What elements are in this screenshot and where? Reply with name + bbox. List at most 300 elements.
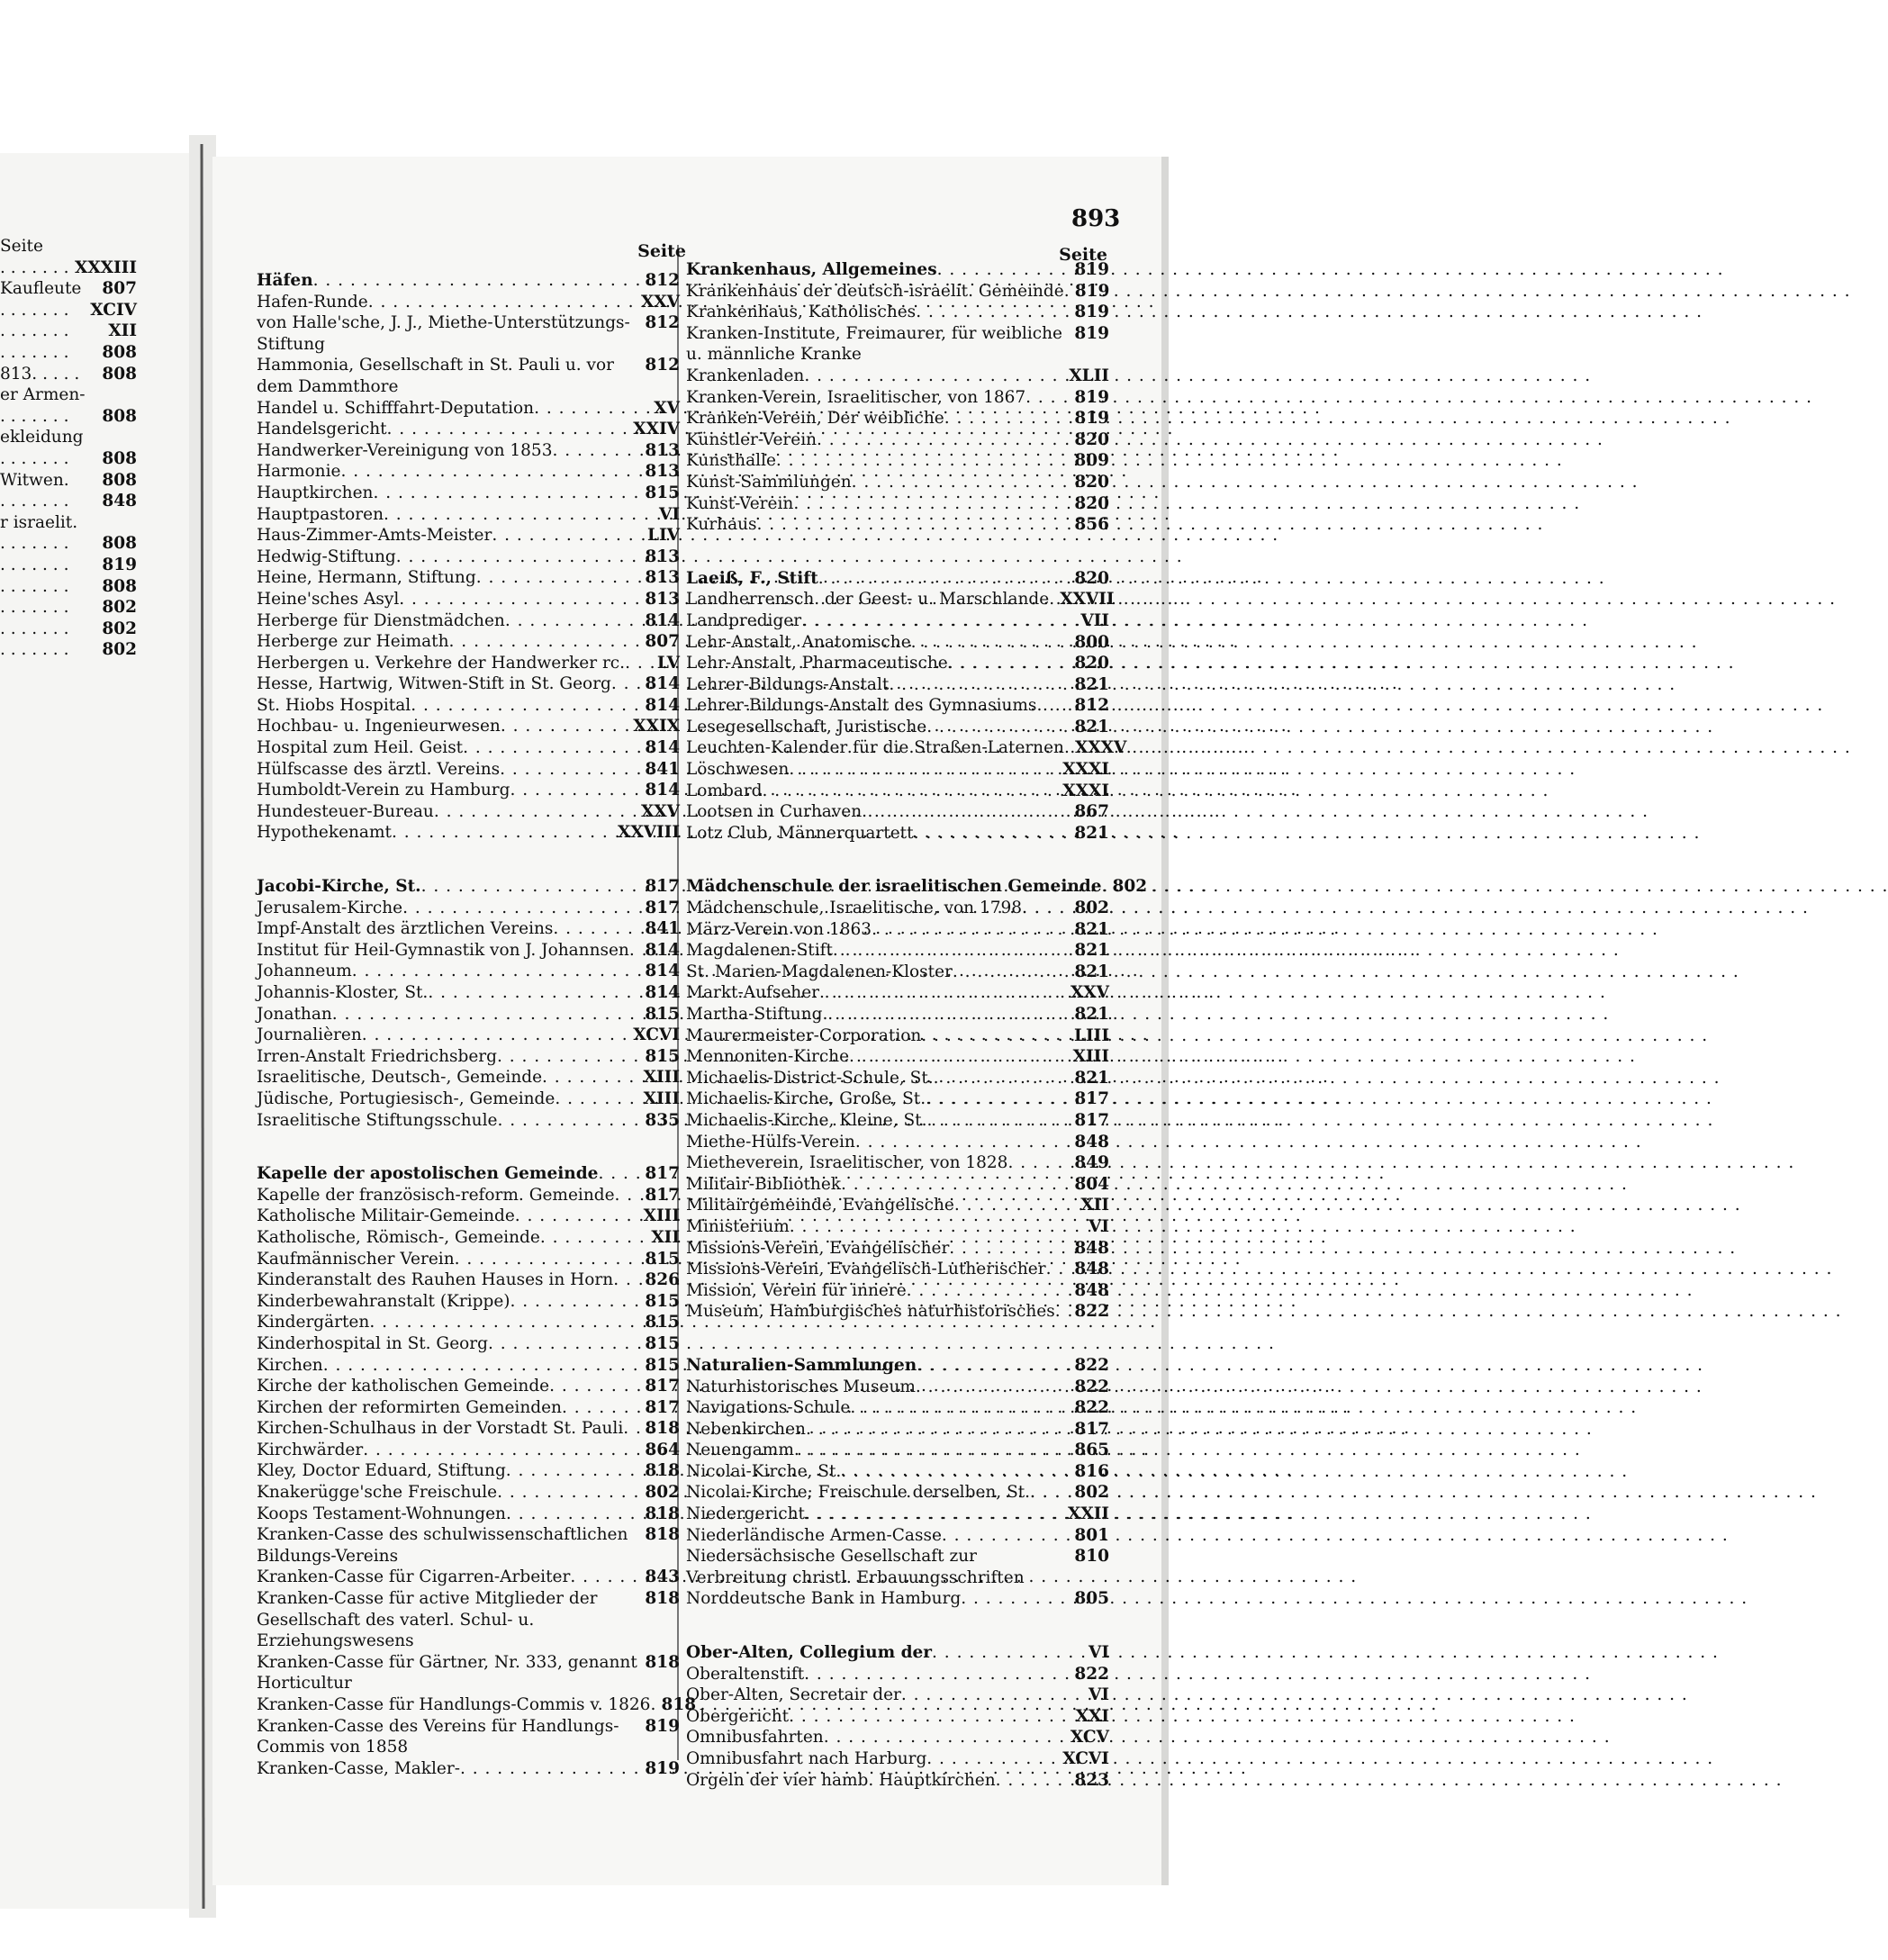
dot-leader [789, 1706, 1072, 1728]
index-entry [686, 514, 1109, 536]
column-1-seite-header: Seite [637, 241, 686, 261]
entry-page-ref: 802 [1112, 877, 1148, 897]
index-entry [257, 1227, 680, 1249]
dot-leader [352, 961, 642, 982]
entry-page-ref: 813 [645, 568, 680, 588]
index-entry [686, 1238, 1109, 1260]
entry-text: Katholische Militair-Gemeinde [257, 1206, 515, 1226]
entry-text: Maurermeister-Corporation [686, 1025, 922, 1045]
entry-text: Niedergericht [686, 1504, 805, 1524]
dot-leader [794, 1440, 1071, 1461]
entry-page-ref: 815 [645, 1313, 680, 1332]
dot-leader [396, 546, 642, 568]
entry-text: Lehr-Anstalt, Anatomische [686, 632, 911, 652]
entry-text: Kindergärten [257, 1313, 370, 1332]
dot-leader [824, 1727, 1067, 1748]
entry-text: Kinderhospital in St. Georg [257, 1333, 488, 1353]
entry-page-ref: 814 [645, 983, 680, 1002]
entry-page-ref: XXV [640, 292, 680, 312]
dot-leader [911, 632, 1071, 654]
index-entry [686, 1355, 1109, 1377]
index-entry [257, 898, 680, 919]
index-entry [686, 1110, 1109, 1132]
entry-text: Omnibusfahrten [686, 1728, 824, 1748]
entry-page-ref: XXIX [633, 717, 680, 736]
entry-text: Magdalenen-Stift [686, 941, 833, 961]
entry-text: Mädchenschule der israelitischen Gemeinde [686, 877, 1102, 897]
dot-leader [763, 781, 1060, 802]
left-fragment-text: . . . . . . . [0, 321, 69, 341]
index-entry [257, 312, 680, 355]
index-entry [686, 1301, 1109, 1323]
dot-leader [793, 493, 1070, 515]
index-entry [686, 1546, 1109, 1588]
entry-page-ref: 814 [645, 695, 680, 715]
entry-text: Institut für Heil-Gymnastik von J. Johannsen [257, 940, 629, 960]
index-entry [257, 1376, 680, 1397]
entry-text: Martha-Stiftung [686, 1005, 823, 1024]
dot-leader [506, 1460, 642, 1482]
entry-page-ref: LIII [1074, 1025, 1109, 1045]
index-entry [257, 716, 680, 737]
index-entry [686, 472, 1109, 493]
entry-page-ref: 814 [645, 962, 680, 981]
index-entry [257, 1333, 680, 1355]
dot-leader [613, 1269, 641, 1291]
entry-text: Obergericht [686, 1706, 790, 1726]
dot-leader [387, 419, 630, 440]
index-entry [257, 1312, 680, 1333]
index-entry [257, 940, 680, 962]
left-fragment-row [0, 406, 137, 428]
entry-text: Nicolai-Kirche; Freischule derselben, St. [686, 1483, 1031, 1503]
index-entry [686, 674, 1109, 696]
index-entry [686, 653, 1109, 674]
left-fragment-text: 813. . . . . [0, 364, 80, 384]
entry-page-ref: 802 [1074, 1483, 1109, 1503]
index-column-1 [257, 270, 697, 1779]
entry-page-ref: 809 [1074, 451, 1109, 471]
entry-page-ref: 810 [1074, 1547, 1109, 1567]
section-gap [686, 844, 1109, 876]
left-fragment-text: . . . . . . . [0, 534, 69, 554]
index-entry [686, 982, 1109, 1004]
left-fragment-row [0, 470, 137, 492]
index-entry [686, 1525, 1109, 1547]
index-entry [257, 673, 680, 695]
entry-page-ref: XXXI [1062, 781, 1109, 800]
dot-leader [850, 1397, 1070, 1419]
index-entry [686, 1216, 1109, 1238]
entry-text: Kranken-Casse des schulwissenschaftlichen Bildungs-Vereins [257, 1525, 628, 1566]
dot-leader [926, 717, 1070, 738]
entry-page-ref: 819 [1074, 303, 1109, 322]
entry-page-ref: 816 [1074, 1461, 1109, 1481]
entry-page-ref: 817 [645, 1164, 680, 1184]
entry-text: Hauptkirchen [257, 483, 374, 502]
entry-page-ref: XCV [1070, 1728, 1109, 1748]
left-fragment-row [0, 257, 137, 279]
dot-leader [926, 1110, 1070, 1132]
left-fragment-page: 807 [102, 279, 137, 299]
entry-page-ref: 814 [645, 674, 680, 694]
dot-leader [428, 982, 641, 1004]
entry-text: Herberge zur Heimath [257, 632, 449, 652]
entry-page-ref: 815 [645, 1046, 680, 1066]
index-entry [686, 1025, 1109, 1047]
dot-leader [553, 918, 641, 940]
entry-text: Krankenhaus der deutsch-israelit. Gemeinde [686, 281, 1064, 301]
entry-text: Kranken-Verein, Der weibliche [686, 409, 944, 429]
dot-leader [926, 1748, 1059, 1770]
entry-page-ref: 807 [645, 632, 680, 652]
entry-text: Landherrensch. der Geest- u. Marschlande [686, 590, 1050, 610]
left-fragment-page: XCIV [90, 300, 137, 320]
dot-leader [948, 653, 1071, 674]
entry-text: Kinderbewahranstalt (Krippe) [257, 1291, 510, 1311]
entry-text: Kapelle der apostolischen Gemeinde [257, 1164, 599, 1184]
index-entry [686, 1748, 1109, 1770]
entry-text: Hochbau- u. Ingenieurwesen [257, 717, 501, 736]
entry-text: Lehr-Anstalt, Pharmaceutische [686, 654, 948, 673]
dot-leader [841, 1174, 1070, 1196]
dot-leader [552, 440, 641, 462]
left-fragment-text: er Armen- [0, 385, 86, 405]
index-entry [257, 759, 680, 781]
entry-page-ref: XXVII [1060, 590, 1115, 610]
dot-leader [804, 1664, 1070, 1685]
entry-page-ref: 814 [645, 610, 680, 630]
dot-leader [801, 610, 1077, 632]
index-entry [686, 1440, 1109, 1461]
dot-leader [369, 1312, 641, 1333]
dot-leader [1102, 876, 1109, 898]
entry-text: Herbergen u. Verkehre der Handwerker rc. [257, 653, 626, 673]
entry-page-ref: 818 [645, 1589, 680, 1609]
entry-text: Künstler-Verein [686, 429, 818, 449]
left-fragment-row [0, 512, 137, 534]
index-entry [257, 1088, 680, 1110]
entry-text: Laeiß, F., Stift [686, 568, 818, 588]
entry-text: Hesse, Hartwig, Witwen-Stift in St. Georg [257, 674, 611, 694]
dot-leader [402, 898, 641, 919]
entry-page-ref: 814 [645, 738, 680, 758]
dot-leader [841, 1461, 1070, 1483]
entry-page-ref: 817 [645, 1185, 680, 1205]
entry-page-ref: XII [651, 1227, 680, 1247]
index-column-2 [686, 259, 1148, 1791]
dot-leader [555, 1088, 639, 1110]
dot-leader [625, 653, 654, 674]
entry-page-ref: 819 [1074, 260, 1109, 279]
entry-page-ref: 817 [1074, 1089, 1109, 1109]
entry-page-ref: 848 [1074, 1132, 1109, 1152]
index-entry [686, 1706, 1109, 1728]
entry-text: Jacobi-Kirche, St. [257, 877, 421, 897]
entry-page-ref: 819 [1074, 409, 1109, 429]
index-entry [257, 1482, 680, 1504]
entry-text: Orgeln der vier hamb. Hauptkirchen [686, 1770, 996, 1790]
entry-page-ref: 815 [645, 1355, 680, 1375]
entry-page-ref: 820 [1074, 654, 1109, 673]
entry-text: Oberaltenstift [686, 1664, 805, 1684]
entry-page-ref: 819 [645, 1716, 680, 1736]
entry-text: Kranken-Institute, Freimaurer, für weibliche u. männliche Kranke [686, 323, 1062, 365]
index-entry [257, 1163, 680, 1185]
left-fragment-page: 848 [102, 492, 137, 511]
entry-page-ref: 813 [645, 440, 680, 460]
entry-text: Ober-Alten, Collegium der [686, 1643, 933, 1663]
entry-page-ref: 812 [1074, 696, 1109, 716]
entry-text: Lombard [686, 781, 763, 800]
index-entry [257, 1418, 680, 1440]
entry-text: St. Marien-Magdalenen-Kloster [686, 962, 953, 981]
entry-text: Lesegesellschaft, Juristische [686, 717, 927, 736]
column-2-seite-header: Seite [1059, 245, 1107, 265]
left-fragment-page: 802 [102, 598, 137, 618]
index-entry [257, 780, 680, 801]
index-entry [257, 419, 680, 440]
dot-leader [373, 483, 641, 504]
left-fragment-page: 808 [102, 406, 137, 426]
index-entry [257, 1249, 680, 1270]
entry-text: Irren-Anstalt Friedrichsberg [257, 1046, 497, 1066]
dot-leader [921, 1025, 1070, 1047]
entry-page-ref: XII [1080, 1196, 1109, 1215]
dot-leader [500, 759, 641, 781]
left-fragment-page: XXXIII [74, 257, 137, 277]
index-entry [686, 1727, 1109, 1748]
entry-text: Hypothekenamt [257, 823, 392, 843]
entry-text: Lehrer-Bildungs-Anstalt [686, 674, 890, 694]
index-entry [257, 1440, 680, 1461]
left-fragment-text: ekleidung [0, 428, 84, 447]
entry-text: Norddeutsche Bank in Hamburg [686, 1589, 962, 1609]
index-entry [257, 1291, 680, 1313]
left-fragment-text: . . . . . . . [0, 492, 69, 511]
dot-leader [384, 504, 655, 526]
entry-text: Impf-Anstalt des ärztlichen Vereins [257, 919, 554, 939]
entry-text: Hauptpastoren [257, 504, 384, 524]
section-gap [257, 844, 680, 876]
index-entry [686, 366, 1109, 387]
dot-leader [611, 673, 641, 695]
entry-text: Nebenkirchen [686, 1419, 806, 1439]
dot-leader [460, 1758, 641, 1780]
entry-text: Handwerker-Vereinigung von 1853 [257, 440, 553, 460]
left-fragment-row [0, 236, 137, 257]
dot-leader [497, 1482, 641, 1504]
left-fragment-page: 808 [102, 364, 137, 384]
entry-page-ref: XXXV [1074, 738, 1127, 758]
entry-page-ref: 819 [1074, 387, 1109, 407]
index-entry [686, 589, 1115, 610]
dot-leader [917, 1355, 1070, 1377]
entry-text: Naturalien-Sammlungen [686, 1355, 917, 1375]
index-entry [686, 1068, 1109, 1089]
entry-page-ref: 822 [1074, 1664, 1109, 1684]
entry-text: Hafen-Runde [257, 292, 368, 312]
entry-page-ref: LIV [646, 526, 680, 546]
dot-leader [934, 1068, 1071, 1089]
dot-leader [1055, 1301, 1071, 1323]
index-entry [257, 610, 680, 632]
left-fragment-text: . . . . . . . [0, 257, 69, 277]
entry-page-ref: 820 [1074, 472, 1109, 492]
entry-text: Kranken-Casse, Makler- [257, 1758, 460, 1778]
entry-page-ref: 818 [645, 1652, 680, 1672]
entry-page-ref: 821 [1074, 941, 1109, 961]
entry-text: Mietheverein, Israelitischer, von 1828 [686, 1153, 1008, 1173]
entry-page-ref: 817 [1074, 1419, 1109, 1439]
index-entry [686, 1664, 1109, 1685]
index-entry [257, 1652, 680, 1694]
left-fragment-row [0, 491, 137, 512]
index-entry [257, 1185, 680, 1206]
entry-page-ref: VI [1088, 1216, 1109, 1236]
entry-text: Krankenhaus, Allgemeines [686, 260, 937, 279]
index-entry [686, 1588, 1109, 1610]
left-fragment-row [0, 321, 137, 342]
index-entry [257, 525, 680, 546]
entry-page-ref: XIII [643, 1088, 680, 1108]
index-entry [686, 281, 1109, 303]
index-entry [257, 737, 680, 759]
entry-page-ref: 800 [1074, 632, 1109, 652]
index-entry [257, 1004, 680, 1025]
dot-leader [1064, 281, 1071, 303]
index-entry [686, 1174, 1109, 1196]
left-fragment-row [0, 639, 137, 661]
dot-leader [818, 568, 1071, 590]
dot-leader [804, 366, 1065, 387]
entry-text: Mission, Verein für innere [686, 1280, 907, 1300]
entry-text: Niederländische Armen-Casse [686, 1525, 942, 1545]
entry-text: Koops Testament-Wohnungen [257, 1504, 506, 1523]
entry-text: Kirche der katholischen Gemeinde [257, 1377, 550, 1396]
dot-leader [1036, 695, 1070, 717]
index-entry [257, 440, 680, 462]
index-entry [686, 1259, 1109, 1280]
index-entry [257, 961, 680, 982]
dot-leader [953, 962, 1070, 983]
index-entry [257, 546, 680, 568]
left-fragment-row [0, 576, 137, 598]
entry-text: von Halle'sche, J. J., Miethe-Unterstützungs-Stiftung [257, 313, 630, 354]
entry-text: Kinderanstalt des Rauhen Hauses in Horn [257, 1270, 614, 1290]
entry-page-ref: 822 [1074, 1377, 1109, 1396]
entry-page-ref: 848 [1074, 1238, 1109, 1258]
entry-text: Heine, Hermann, Stiftung [257, 568, 476, 588]
index-entry [686, 302, 1109, 323]
entry-text: Handelsgericht [257, 420, 387, 439]
entry-page-ref: 804 [1074, 1174, 1109, 1194]
entry-text: Lootsen in Curhaven [686, 802, 863, 822]
left-fragment-page: 808 [102, 470, 137, 490]
entry-text: Markt-Aufseher [686, 983, 819, 1003]
dot-leader [916, 1377, 1070, 1398]
dot-leader [926, 1088, 1070, 1110]
entry-page-ref: 801 [1074, 1525, 1109, 1545]
dot-leader [392, 822, 614, 844]
entry-page-ref: 819 [1074, 281, 1110, 301]
dot-leader [562, 1397, 641, 1419]
dot-leader [806, 1419, 1070, 1441]
dot-leader [872, 919, 1070, 941]
entry-page-ref: 841 [645, 919, 680, 939]
entry-page-ref: 819 [645, 1758, 680, 1778]
entry-text: Kranken-Verein, Israelitischer, von 1867 [686, 387, 1026, 407]
entry-text: Kunst-Sammlungen [686, 472, 852, 492]
entry-page-ref: 821 [1074, 717, 1109, 736]
entry-page-ref: 848 [1074, 1260, 1109, 1279]
index-entry [686, 1397, 1109, 1419]
dot-leader [506, 1504, 641, 1525]
left-fragment-page: 808 [102, 448, 137, 468]
entry-page-ref: 849 [1074, 1153, 1109, 1173]
index-entry [686, 759, 1109, 781]
dot-leader [817, 429, 1070, 451]
entry-text: Handel u. Schifffahrt-Deputation [257, 398, 535, 418]
dot-leader [515, 1206, 640, 1227]
index-entry [686, 1482, 1109, 1504]
entry-page-ref: XXV [640, 801, 680, 821]
index-entry [257, 461, 680, 483]
dot-leader [492, 525, 644, 546]
index-entry [686, 408, 1109, 429]
index-entry [257, 653, 680, 674]
entry-text: Naturhistorisches Museum [686, 1377, 916, 1396]
left-fragment-row [0, 597, 137, 619]
entry-page-ref: XXXI [1062, 760, 1109, 780]
dot-leader [476, 567, 642, 589]
entry-text: Löschwesen [686, 760, 790, 780]
entry-page-ref: 813 [645, 546, 680, 566]
index-entry [686, 898, 1109, 919]
index-entry [257, 876, 680, 898]
entry-page-ref: 848 [1074, 1280, 1109, 1300]
entry-page-ref: XXIV [633, 420, 680, 439]
dot-leader [411, 695, 641, 717]
entry-page-ref: XLII [1069, 366, 1109, 385]
index-entry [686, 962, 1109, 983]
dot-leader [488, 1333, 641, 1355]
dot-leader [540, 1227, 648, 1249]
entry-page-ref: VI [658, 504, 680, 524]
entry-page-ref: 822 [1074, 1398, 1109, 1418]
dot-leader [914, 823, 1071, 845]
dot-leader [961, 1588, 1070, 1610]
entry-text: Kranken-Casse für Cigarren-Arbeiter [257, 1567, 571, 1587]
index-entry [686, 1419, 1109, 1441]
left-fragment-page: 808 [102, 576, 137, 596]
entry-page-ref: 821 [1074, 674, 1109, 694]
entry-text: Miethe-Hülfs-Verein [686, 1132, 855, 1152]
dot-leader [757, 514, 1071, 536]
entry-page-ref: 815 [645, 1004, 680, 1024]
dot-leader [776, 450, 1070, 472]
index-entry [257, 1355, 680, 1377]
dot-leader [944, 408, 1071, 429]
entry-page-ref: VII [1080, 610, 1109, 630]
entry-text: Mädchenschule, Israelitische, von 1798 [686, 899, 1023, 918]
dot-leader [819, 982, 1067, 1004]
index-entry [686, 823, 1109, 845]
entry-page-ref: 841 [645, 759, 680, 779]
dot-leader [916, 302, 1070, 323]
entry-text: Israelitische Stiftungsschule [257, 1110, 498, 1130]
index-entry [686, 940, 1109, 962]
